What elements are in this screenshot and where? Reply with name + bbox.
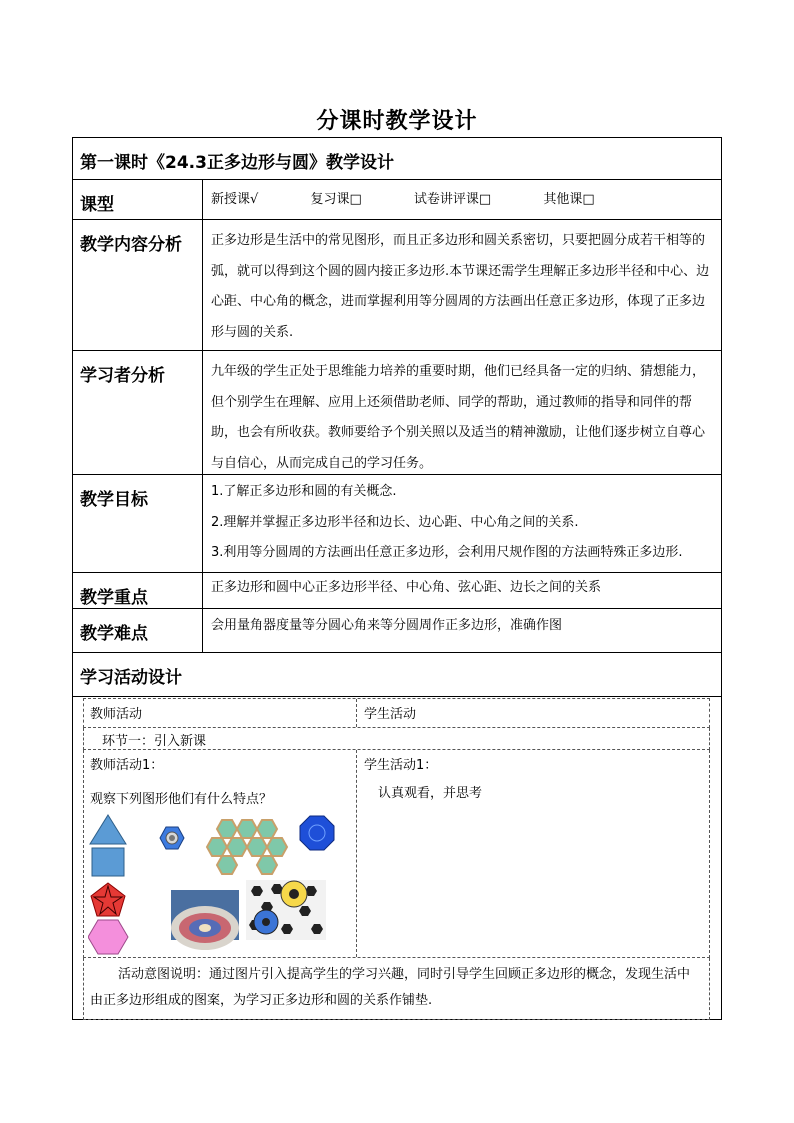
triangle-shape bbox=[90, 815, 126, 844]
teacher-col-header: 教师活动 bbox=[90, 707, 143, 722]
student-col-header: 学生活动 bbox=[364, 707, 417, 722]
course-type-options bbox=[211, 188, 643, 207]
learner-analysis-row bbox=[73, 351, 721, 475]
student-activity-text: 认真观看，并思考 bbox=[378, 786, 483, 801]
objectives-label: 教学目标 bbox=[73, 475, 203, 572]
soccer-balls-photo bbox=[246, 880, 326, 940]
course-type-row bbox=[73, 180, 721, 220]
activity-design-heading: 学习活动设计 bbox=[80, 668, 182, 688]
content-analysis-row bbox=[73, 220, 721, 351]
honeycomb-pattern bbox=[207, 820, 287, 874]
key-points-label: 教学重点 bbox=[73, 573, 203, 608]
difficulties-label: 教学难点 bbox=[73, 609, 203, 652]
key-points-row bbox=[73, 573, 721, 609]
octagon-shape bbox=[300, 816, 334, 850]
objectives-list bbox=[203, 475, 721, 572]
learner-analysis-text: 九年级的学生正处于思维能力培养的重要时期，他们已经具备一定的归纳、猜想能力，但个别学生在理解、应用上还须借助老师、同学的帮助，通过教师的指导和同伴的帮助，也会有所收获。教师要给予个别关照以及适当的精神激励，让他们逐步树立自尊心与自信心，从而完成自己的学习任务。 bbox=[211, 364, 706, 471]
key-points-text: 正多边形和圆中心正多边形半径、中心角、弦心距、边长之间的关系 bbox=[211, 580, 602, 595]
lesson-table bbox=[72, 137, 722, 1020]
activity-header-row bbox=[83, 698, 710, 728]
stage-label: 环节一：引入新课 bbox=[102, 734, 207, 749]
student-activity-label: 学生活动1： bbox=[364, 758, 438, 773]
lesson-title: 第一课时《24.3正多边形与圆》教学设计 bbox=[80, 153, 394, 173]
page-title: 分课时教学设计 bbox=[316, 109, 478, 134]
stage-row bbox=[83, 728, 710, 750]
course-type-exam: 试卷讲评课□ bbox=[413, 192, 492, 207]
objective-item: 1.了解正多边形和圆的有关概念. bbox=[211, 484, 397, 499]
teacher-activity-text: 观察下列图形他们有什么特点？ bbox=[90, 792, 273, 807]
objective-item: 2.理解并掌握正多边形半径和边长、边心距、中心角之间的关系. bbox=[211, 514, 579, 530]
difficulties-text: 会用量角器度量等分圆心角来等分圆周作正多边形，准确作图 bbox=[211, 618, 563, 633]
content-analysis-text: 正多边形是生活中的常见图形，而且正多边形和圆关系密切，只要把圆分成若干相等的弧，就可以得到这个圆的圆内接正多边形.本节课还需学生理解正多边形半径和中心、边心距、中心角的概念，进而掌握利用等分圆周的方法画出任意正多边形，体现了正多边形与圆的关系. bbox=[211, 233, 710, 340]
course-type-review: 复习课□ bbox=[310, 192, 362, 207]
hexagon-shape bbox=[88, 920, 128, 954]
activity-row bbox=[83, 750, 710, 958]
objectives-row bbox=[73, 475, 721, 573]
lesson-title-row bbox=[73, 138, 721, 180]
dome-photo bbox=[171, 890, 239, 950]
course-type-new: 新授课√ bbox=[211, 192, 259, 207]
polygon-images bbox=[88, 810, 348, 958]
activity-design-row bbox=[73, 653, 721, 697]
square-shape bbox=[92, 848, 124, 876]
content-analysis-label: 教学内容分析 bbox=[73, 220, 203, 350]
course-type-other: 其他课□ bbox=[543, 192, 595, 207]
learner-analysis-label: 学习者分析 bbox=[73, 351, 203, 474]
objective-item: 3.利用等分圆周的方法画出任意正多边形，会利用尺规作图的方法画特殊正多边形. bbox=[211, 545, 683, 560]
course-type-label: 课型 bbox=[73, 180, 203, 219]
activity-intent-text: 活动意图说明：通过图片引入提高学生的学习兴趣，同时引导学生回顾正多边形的概念，发现生活中由正多边形组成的图案，为学习正多边形和圆的关系作铺垫. bbox=[90, 967, 691, 1008]
intent-row bbox=[83, 958, 710, 1020]
difficulties-row bbox=[73, 609, 721, 653]
pentagon-shape bbox=[91, 883, 125, 916]
teacher-activity-label: 教师活动1： bbox=[90, 758, 164, 773]
